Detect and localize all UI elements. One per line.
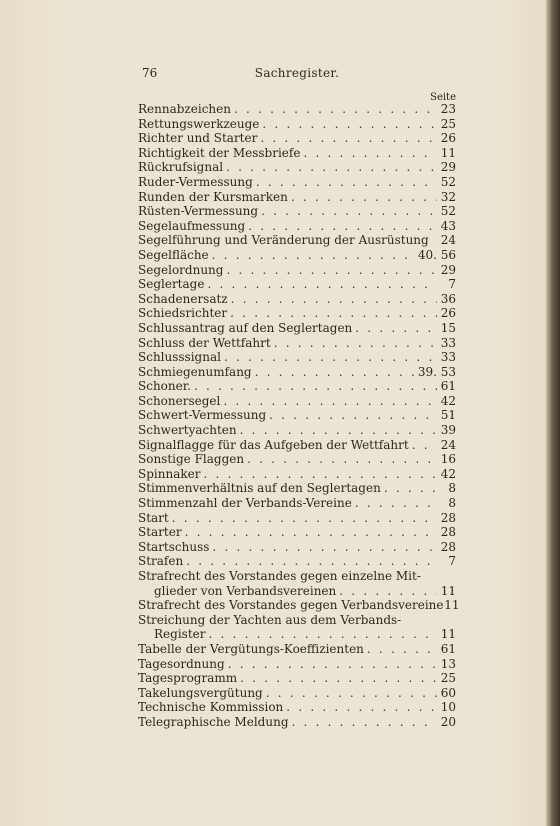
entry-label: Start (138, 510, 169, 525)
entry-label: Schwert-Vermessung (138, 408, 267, 423)
index-entry (138, 175, 456, 190)
dot-leader (247, 452, 437, 467)
entry-page-number: 29 (440, 160, 456, 175)
index-entry (138, 321, 456, 336)
entry-label: Telegraphische Meldung (138, 714, 289, 729)
entry-label: Schluss der Wettfahrt (138, 335, 271, 350)
entry-label: Stimmenzahl der Verbands-Vereine (138, 496, 352, 511)
dot-leader (355, 496, 437, 511)
entry-page-number: 15 (440, 320, 456, 335)
entry-page-number: 26 (440, 306, 456, 321)
index-entry (138, 248, 456, 263)
dot-leader (367, 642, 437, 657)
dot-leader (185, 525, 437, 540)
entry-label: Rüsten-Vermessung (138, 204, 259, 219)
index-entry (138, 613, 456, 628)
dot-leader (203, 467, 437, 482)
index-entry (138, 569, 456, 584)
entry-page-number: 11 (440, 145, 456, 160)
entry-page-number: 28 (440, 539, 456, 554)
dot-leader (231, 292, 437, 307)
entry-label: Runden der Kursmarken (138, 189, 288, 204)
entry-page-number: 10 (440, 700, 456, 715)
entry-page-number: 40. 56 (417, 247, 456, 262)
entry-page-number: 13 (440, 656, 456, 671)
dot-leader (207, 277, 437, 292)
entry-page-number: 52 (440, 174, 456, 189)
entry-page-number: 32 (440, 189, 456, 204)
dot-leader (255, 365, 415, 380)
dot-leader (240, 671, 437, 686)
dot-leader (226, 263, 437, 278)
entry-label: Strafrecht des Vorstandes gegen Verbandsvereine (138, 598, 444, 613)
index-entry (138, 467, 456, 482)
index-entry (138, 160, 456, 175)
entry-label: Rennabzeichen (138, 102, 231, 116)
index-entry (138, 190, 456, 205)
index-entry (138, 438, 456, 453)
entry-page-number: 36 (440, 291, 456, 306)
entry-page-number: 7 (448, 554, 456, 569)
entry-label: Strafen (138, 554, 184, 569)
index-entry (138, 496, 456, 511)
dot-leader (224, 350, 437, 365)
index-entry (138, 584, 456, 599)
entry-label: Tagesordnung (138, 656, 225, 671)
entry-page-number: 11 (440, 583, 456, 598)
entry-label: Register (154, 627, 206, 642)
entry-page-number: 23 (440, 102, 456, 116)
dot-leader (212, 248, 415, 263)
dot-leader (339, 584, 437, 599)
page-edge-shadow (546, 0, 560, 826)
index-entry (138, 511, 456, 526)
index-entry (138, 700, 456, 715)
index-entry (138, 671, 456, 686)
entry-label: Spinnaker (138, 466, 201, 481)
index-entry (138, 627, 456, 642)
entry-page-number: 20 (440, 714, 456, 729)
dot-leader (291, 190, 437, 205)
index-entry (138, 117, 456, 132)
dot-leader (303, 146, 437, 161)
dot-leader (228, 657, 437, 672)
entry-label: Seglertage (138, 277, 205, 292)
entry-label: Startschuss (138, 539, 210, 554)
entry-label: Richtigkeit der Messbriefe (138, 145, 301, 160)
dot-leader (261, 204, 437, 219)
index-entry (138, 292, 456, 307)
index-entry (138, 394, 456, 409)
entry-page-number: 16 (440, 452, 456, 467)
index-entry (138, 204, 456, 219)
dot-leader (286, 700, 437, 715)
dot-leader (234, 102, 437, 117)
index-entry (138, 336, 456, 351)
index-list (138, 102, 460, 730)
page-title: Sachregister. (254, 66, 340, 80)
entry-label: Streichung der Yachten aus dem Verbands- (138, 612, 402, 627)
entry-label: Ruder-Vermessung (138, 174, 253, 189)
index-entry (138, 146, 456, 161)
entry-page-number: 24 (440, 233, 456, 248)
entry-label: Schoner. (138, 379, 191, 394)
entry-page-number: 28 (440, 525, 456, 540)
entry-page-number: 8 (448, 496, 456, 511)
entry-page-number: 42 (440, 466, 456, 481)
dot-leader (248, 219, 437, 234)
entry-label: Richter und Starter (138, 131, 258, 146)
index-entry (138, 423, 456, 438)
dot-leader (212, 540, 437, 555)
entry-label: Segelordnung (138, 262, 224, 277)
index-entry (138, 408, 456, 423)
entry-label: Sonstige Flaggen (138, 452, 245, 467)
entry-label: Schlusssignal (138, 350, 221, 365)
dot-leader (260, 131, 437, 146)
entry-page-number: 51 (440, 408, 456, 423)
entry-label: Tabelle der Vergütungs-Koeffizienten (138, 641, 364, 656)
entry-label: Takelungsvergütung (138, 685, 263, 700)
entry-label: glieder von Verbandsvereinen (154, 583, 337, 598)
dot-leader (186, 554, 437, 569)
entry-label: Starter (138, 525, 182, 540)
dot-leader (355, 321, 437, 336)
index-entry (138, 263, 456, 278)
index-entry (138, 657, 456, 672)
dot-leader (226, 160, 437, 175)
dot-leader (194, 379, 437, 394)
dot-leader (412, 438, 437, 453)
entry-label: Technische Kommission (138, 700, 284, 715)
entry-label: Rettungswerkzeuge (138, 116, 260, 131)
entry-page-number: 61 (440, 641, 456, 656)
entry-label: Stimmenverhältnis auf den Seglertagen (138, 481, 381, 496)
dot-leader (292, 715, 437, 730)
entry-page-number: 7 (448, 277, 456, 292)
dot-leader (208, 627, 437, 642)
index-entry (138, 131, 456, 146)
entry-page-number: 28 (440, 510, 456, 525)
index-entry (138, 219, 456, 234)
running-header (138, 66, 456, 84)
entry-label: Segelfläche (138, 247, 209, 262)
index-entry (138, 452, 456, 467)
index-entry (138, 365, 456, 380)
dot-leader (256, 175, 437, 190)
entry-page-number: 25 (440, 671, 456, 686)
entry-page-number: 33 (440, 335, 456, 350)
entry-label: Rückrufsignal (138, 160, 224, 175)
entry-page-number: 24 (440, 437, 456, 452)
entry-label: Tagesprogramm (138, 671, 238, 686)
dot-leader (240, 423, 437, 438)
entry-label: Schonersegel (138, 393, 221, 408)
entry-page-number: 39. 53 (417, 364, 456, 379)
entry-page-number: 43 (440, 218, 456, 233)
index-entry (138, 540, 456, 555)
index-entry (138, 102, 456, 117)
entry-label: Schlussantrag auf den Seglertagen (138, 320, 353, 335)
index-entry (138, 642, 456, 657)
index-entry (138, 686, 456, 701)
page-number: 76 (142, 66, 158, 80)
index-entry (138, 481, 456, 496)
entry-label: Signalflagge für das Aufgeben der Wettfahrt (138, 437, 409, 452)
entry-page-number: 60 (440, 685, 456, 700)
dot-leader (223, 394, 437, 409)
index-entry (138, 598, 460, 613)
index-entry (138, 277, 456, 292)
entry-label: Segelführung und Veränderung der Ausrüstung (138, 233, 429, 248)
dot-leader (269, 408, 437, 423)
entry-label: Segelaufmessung (138, 218, 246, 233)
index-entry (138, 525, 456, 540)
entry-page-number: 11 (444, 598, 460, 613)
column-label: Seite (430, 92, 456, 103)
index-entry (138, 554, 456, 569)
entry-label: Schadenersatz (138, 291, 228, 306)
entry-page-number: 11 (440, 627, 456, 642)
dot-leader (384, 481, 437, 496)
entry-page-number: 8 (448, 481, 456, 496)
dot-leader (274, 336, 437, 351)
entry-page-number: 29 (440, 262, 456, 277)
entry-page-number: 61 (440, 379, 456, 394)
entry-page-number: 33 (440, 350, 456, 365)
entry-label: Schmiegenumfang (138, 364, 252, 379)
index-entry (138, 233, 456, 248)
dot-leader (262, 117, 437, 132)
index-entry (138, 350, 456, 365)
dot-leader (266, 686, 437, 701)
index-entry (138, 306, 456, 321)
entry-page-number: 25 (440, 116, 456, 131)
dot-leader (230, 306, 437, 321)
entry-page-number: 26 (440, 131, 456, 146)
entry-label: Schiedsrichter (138, 306, 228, 321)
entry-page-number: 52 (440, 204, 456, 219)
entry-label: Schwertyachten (138, 423, 237, 438)
dot-leader (172, 511, 437, 526)
entry-page-number: 42 (440, 393, 456, 408)
entry-page-number: 39 (440, 423, 456, 438)
entry-label: Strafrecht des Vorstandes gegen einzelne Mit- (138, 569, 421, 583)
index-entry (138, 715, 456, 730)
index-entry (138, 379, 456, 394)
